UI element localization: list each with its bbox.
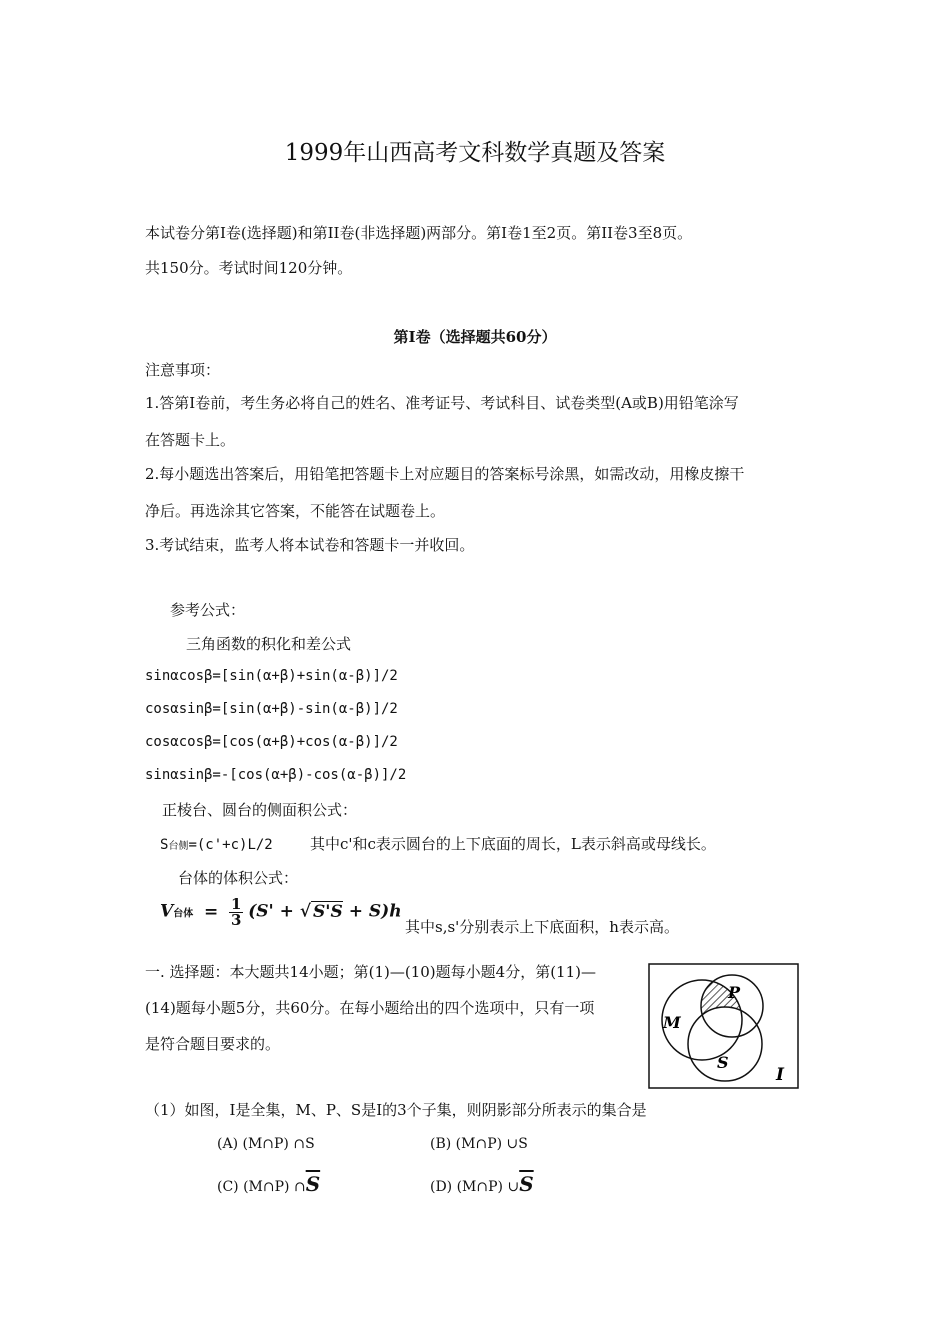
- option-a[interactable]: (A) (M∩P) ∩S: [217, 1136, 315, 1152]
- note-1a: 1.答第Ⅰ卷前，考生务必将自己的姓名、准考证号、考试科目、试卷类型(A或B)用铅笔涂写: [145, 394, 739, 412]
- area-subscript: 台侧: [168, 841, 189, 852]
- option-c-text: (C) (M∩P) ∩: [217, 1179, 306, 1195]
- choice-instructions-2: (14)题每小题5分，共60分。在每小题给出的四个选项中，只有一项: [145, 999, 595, 1017]
- note-3: 3.考试结束，监考人将本试卷和答题卡一并收回。: [145, 536, 475, 554]
- label-m: M: [663, 1013, 681, 1032]
- volume-sqrt: S'S: [313, 901, 343, 922]
- section-heading: 第Ⅰ卷（选择题共60分）: [393, 328, 557, 346]
- formula-1: sinαcosβ=[sin(α+β)+sin(α-β)]/2: [145, 668, 398, 684]
- note-2a: 2.每小题选出答案后，用铅笔把答题卡上对应题目的答案标号涂黑，如需改动，用橡皮擦干: [145, 465, 745, 483]
- page-title: 1999年山西高考文科数学真题及答案: [284, 140, 666, 166]
- intro-line-2: 共150分。考试时间120分钟。: [145, 259, 353, 277]
- volume-fraction: [229, 897, 243, 928]
- intro-line-1: 本试卷分第Ⅰ卷(选择题)和第II卷(非选择题)两部分。第Ⅰ卷1至2页。第II卷3至8页。: [145, 224, 693, 242]
- volume-description: 其中s,s'分别表示上下底面积，h表示高。: [405, 918, 679, 936]
- note-1b: 在答题卡上。: [145, 431, 236, 449]
- option-c[interactable]: [217, 1172, 320, 1196]
- sqrt-sign: √: [299, 901, 312, 922]
- volume-title: 台体的体积公式：: [178, 869, 299, 887]
- volume-equals: =: [203, 901, 219, 922]
- formula-2: cosαsinβ=[sin(α+β)-sin(α-β)]/2: [145, 701, 398, 717]
- volume-close: + S)h: [342, 901, 402, 922]
- volume-numerator: 1: [231, 895, 242, 913]
- option-d[interactable]: [430, 1172, 534, 1196]
- reference-title: 参考公式：: [170, 601, 246, 619]
- venn-diagram: [648, 962, 800, 1090]
- option-d-text: (D) (M∩P) ∪: [430, 1179, 520, 1195]
- frustum-area-formula: [160, 834, 273, 857]
- volume-formula: [160, 897, 402, 928]
- option-b[interactable]: (B) (M∩P) ∪S: [430, 1136, 528, 1152]
- frustum-area-title: 正棱台、圆台的侧面积公式：: [162, 801, 358, 819]
- area-rest: =(c'+c)L/2: [188, 837, 273, 853]
- trig-title: 三角函数的积化和差公式: [186, 635, 352, 653]
- frustum-area-description: 其中c'和c表示圆台的上下底面的周长，L表示斜高或母线长。: [310, 835, 716, 853]
- volume-denominator: 3: [231, 911, 242, 929]
- note-2b: 净后。再选涂其它答案，不能答在试题卷上。: [145, 502, 446, 520]
- label-p: P: [728, 983, 741, 1002]
- formula-4: sinαsinβ=-[cos(α+β)-cos(α-β)]/2: [145, 767, 407, 783]
- area-s: S: [160, 837, 169, 853]
- notes-title: 注意事项：: [145, 361, 221, 379]
- choice-instructions-3: 是符合题目要求的。: [145, 1035, 281, 1053]
- volume-open: (S' +: [248, 901, 300, 922]
- volume-v: V: [160, 901, 174, 922]
- volume-subscript: 台体: [173, 908, 194, 920]
- question-1-stem: （1）如图，I是全集，M、P、S是I的3个子集，则阴影部分所表示的集合是: [145, 1101, 647, 1119]
- choice-instructions-1: 一. 选择题：本大题共14小题；第(1)—(10)题每小题4分，第(11)—: [145, 963, 596, 981]
- label-s: S: [717, 1053, 729, 1072]
- option-c-s-bar: $\overline{S}$: [305, 1172, 321, 1196]
- formula-3: cosαcosβ=[cos(α+β)+cos(α-β)]/2: [145, 734, 398, 750]
- option-d-s-bar: $\overline{S}$: [519, 1172, 534, 1196]
- label-i: I: [776, 1065, 784, 1085]
